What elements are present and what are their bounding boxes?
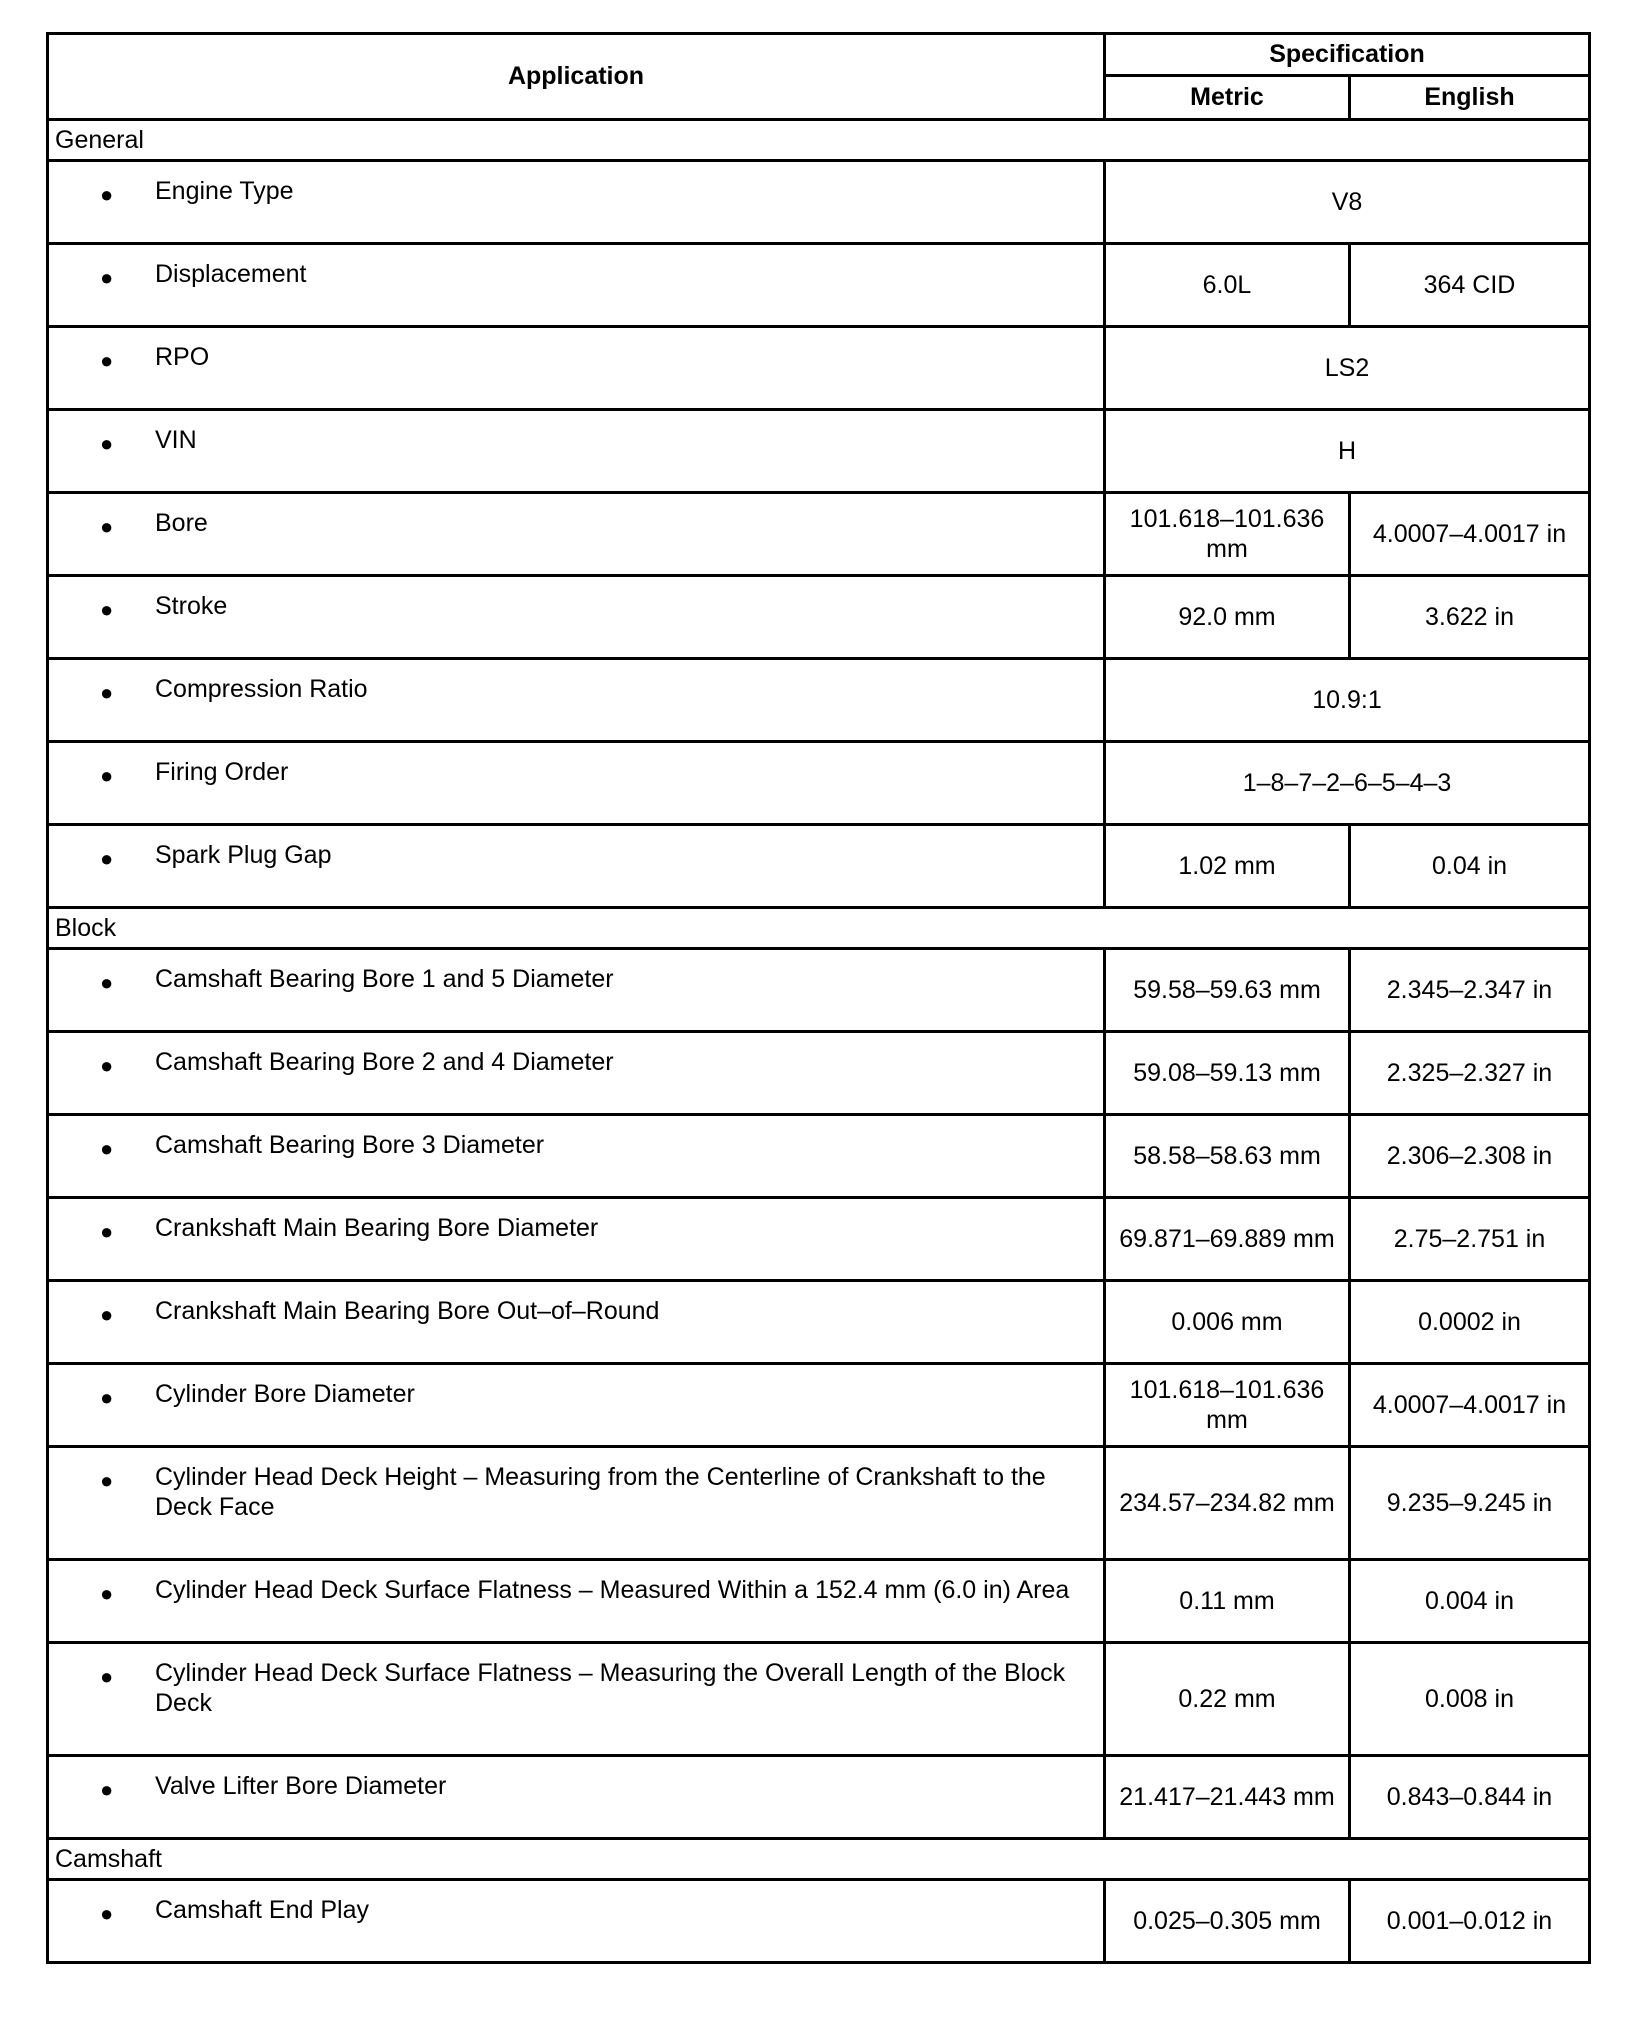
table-row [48, 410, 1590, 493]
application-label: Displacement [155, 260, 307, 288]
english-value: 0.843–0.844 in [1350, 1756, 1590, 1839]
table-row [48, 659, 1590, 742]
application-label: Cylinder Head Deck Surface Flatness – Measuring the Overall Length of the Block Deck [155, 1659, 1066, 1717]
application-cell [48, 1032, 1105, 1115]
application-label: Firing Order [155, 758, 289, 786]
bullet-icon: ● [100, 1302, 114, 1327]
specification-header: Specification [1105, 34, 1590, 76]
application-cell [48, 1643, 1105, 1756]
english-value: 0.008 in [1350, 1643, 1590, 1756]
metric-value: 69.871–69.889 mm [1105, 1198, 1350, 1281]
application-label: Camshaft Bearing Bore 2 and 4 Diameter [155, 1048, 614, 1076]
english-value: 2.345–2.347 in [1350, 949, 1590, 1032]
application-cell [48, 327, 1105, 410]
bullet-icon: ● [100, 182, 114, 207]
engine-spec-table [46, 32, 1591, 1964]
table-row [48, 1643, 1590, 1756]
table-row [48, 576, 1590, 659]
application-label: VIN [155, 426, 197, 454]
english-header: English [1350, 76, 1590, 120]
bullet-icon: ● [100, 1901, 114, 1926]
section-title: General [48, 120, 1590, 161]
metric-value: 1.02 mm [1105, 825, 1350, 908]
table-row [48, 1560, 1590, 1643]
bullet-icon: ● [100, 1219, 114, 1244]
application-cell [48, 1198, 1105, 1281]
english-value: 2.75–2.751 in [1350, 1198, 1590, 1281]
application-cell [48, 1560, 1105, 1643]
table-row [48, 825, 1590, 908]
table-row [48, 1756, 1590, 1839]
bullet-icon: ● [100, 970, 114, 995]
english-value: 2.325–2.327 in [1350, 1032, 1590, 1115]
metric-header: Metric [1105, 76, 1350, 120]
spec-value-merged: LS2 [1105, 327, 1590, 410]
application-label: Cylinder Bore Diameter [155, 1380, 415, 1408]
application-cell [48, 161, 1105, 244]
application-header: Application [48, 34, 1105, 120]
application-label: Crankshaft Main Bearing Bore Out–of–Round [155, 1297, 660, 1325]
table-row [48, 1115, 1590, 1198]
metric-value: 0.006 mm [1105, 1281, 1350, 1364]
bullet-icon: ● [100, 763, 114, 788]
metric-value: 92.0 mm [1105, 576, 1350, 659]
english-value: 0.001–0.012 in [1350, 1880, 1590, 1963]
metric-value: 6.0L [1105, 244, 1350, 327]
application-label: Camshaft Bearing Bore 3 Diameter [155, 1131, 545, 1159]
application-label: Camshaft Bearing Bore 1 and 5 Diameter [155, 965, 614, 993]
metric-value: 21.417–21.443 mm [1105, 1756, 1350, 1839]
table-row [48, 742, 1590, 825]
metric-value: 234.57–234.82 mm [1105, 1447, 1350, 1560]
application-cell [48, 1756, 1105, 1839]
table-row [48, 493, 1590, 576]
application-label: Stroke [155, 592, 228, 620]
metric-value: 58.58–58.63 mm [1105, 1115, 1350, 1198]
table-row [48, 327, 1590, 410]
english-value: 0.04 in [1350, 825, 1590, 908]
table-row [48, 1447, 1590, 1560]
bullet-icon: ● [100, 1053, 114, 1078]
metric-value: 0.22 mm [1105, 1643, 1350, 1756]
metric-value: 101.618–101.636 mm [1105, 1364, 1350, 1447]
application-label: Crankshaft Main Bearing Bore Diameter [155, 1214, 599, 1242]
table-row [48, 1032, 1590, 1115]
application-cell [48, 1364, 1105, 1447]
english-value: 3.622 in [1350, 576, 1590, 659]
application-cell [48, 576, 1105, 659]
application-label: Cylinder Head Deck Surface Flatness – Measured Within a 152.4 mm (6.0 in) Area [155, 1576, 1070, 1604]
metric-value: 101.618–101.636 mm [1105, 493, 1350, 576]
application-cell [48, 244, 1105, 327]
application-cell [48, 742, 1105, 825]
bullet-icon: ● [100, 348, 114, 373]
bullet-icon: ● [100, 597, 114, 622]
application-cell [48, 659, 1105, 742]
bullet-icon: ● [100, 265, 114, 290]
table-row [48, 1198, 1590, 1281]
application-label: Valve Lifter Bore Diameter [155, 1772, 447, 1800]
english-value: 0.004 in [1350, 1560, 1590, 1643]
spec-value-merged: H [1105, 410, 1590, 493]
bullet-icon: ● [100, 1777, 114, 1802]
english-value: 2.306–2.308 in [1350, 1115, 1590, 1198]
english-value: 9.235–9.245 in [1350, 1447, 1590, 1560]
application-cell [48, 825, 1105, 908]
spec-table-body [48, 120, 1590, 1963]
application-label: RPO [155, 343, 210, 371]
english-value: 364 CID [1350, 244, 1590, 327]
table-row [48, 244, 1590, 327]
application-cell [48, 410, 1105, 493]
table-row [48, 1364, 1590, 1447]
english-value: 0.0002 in [1350, 1281, 1590, 1364]
metric-value: 0.11 mm [1105, 1560, 1350, 1643]
english-value: 4.0007–4.0017 in [1350, 493, 1590, 576]
spec-value-merged: V8 [1105, 161, 1590, 244]
application-label: Spark Plug Gap [155, 841, 332, 869]
metric-value: 59.08–59.13 mm [1105, 1032, 1350, 1115]
metric-value: 0.025–0.305 mm [1105, 1880, 1350, 1963]
table-row [48, 1880, 1590, 1963]
section-row [48, 1839, 1590, 1880]
english-value: 4.0007–4.0017 in [1350, 1364, 1590, 1447]
bullet-icon: ● [100, 1664, 114, 1689]
application-cell [48, 1281, 1105, 1364]
spec-value-merged: 10.9:1 [1105, 659, 1590, 742]
section-row [48, 120, 1590, 161]
metric-value: 59.58–59.63 mm [1105, 949, 1350, 1032]
application-label: Engine Type [155, 177, 294, 205]
application-label: Camshaft End Play [155, 1896, 369, 1924]
section-row [48, 908, 1590, 949]
table-row [48, 161, 1590, 244]
bullet-icon: ● [100, 1385, 114, 1410]
application-cell [48, 1447, 1105, 1560]
bullet-icon: ● [100, 846, 114, 871]
table-row [48, 1281, 1590, 1364]
bullet-icon: ● [100, 431, 114, 456]
section-title: Camshaft [48, 1839, 1590, 1880]
table-row [48, 949, 1590, 1032]
application-cell [48, 949, 1105, 1032]
bullet-icon: ● [100, 680, 114, 705]
bullet-icon: ● [100, 514, 114, 539]
application-cell [48, 1115, 1105, 1198]
application-cell [48, 1880, 1105, 1963]
application-label: Compression Ratio [155, 675, 368, 703]
bullet-icon: ● [100, 1136, 114, 1161]
bullet-icon: ● [100, 1581, 114, 1606]
application-label: Bore [155, 509, 208, 537]
spec-value-merged: 1–8–7–2–6–5–4–3 [1105, 742, 1590, 825]
application-cell [48, 493, 1105, 576]
section-title: Block [48, 908, 1590, 949]
bullet-icon: ● [100, 1468, 114, 1493]
application-label: Cylinder Head Deck Height – Measuring from the Centerline of Crankshaft to the Deck Face [155, 1463, 1046, 1521]
